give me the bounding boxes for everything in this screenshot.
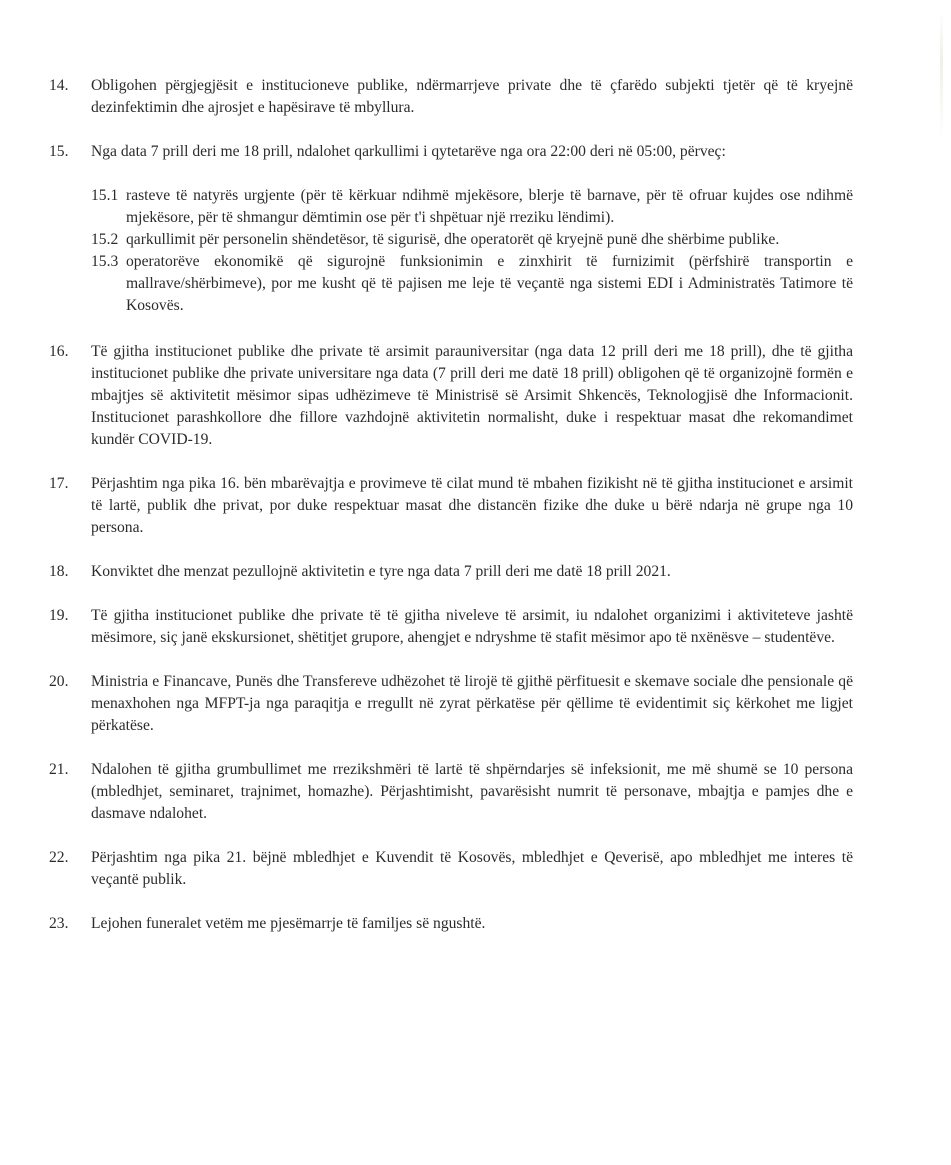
item-number: 23. <box>49 915 69 932</box>
subitem-number: 15.3 <box>91 253 119 270</box>
item-number: 20. <box>49 673 69 690</box>
item-text: Lejohen funeralet vetëm me pjesëmarrje të familjes së ngushtë. <box>91 915 486 932</box>
list-item-16 <box>49 341 853 451</box>
list-item-21 <box>49 759 853 825</box>
item-number: 16. <box>49 343 69 360</box>
item-text: Përjashtim nga pika 21. bëjnë mbledhjet e Kuvendit të Kosovës, mbledhjet e Qeverisë, apo mbledhjet me interes të veçantë publik. <box>91 849 853 888</box>
item-number: 14. <box>49 77 69 94</box>
item-number: 17. <box>49 475 69 492</box>
list-item-15 <box>49 141 853 317</box>
item-text: Obligohen përgjegjësit e institucioneve publike, ndërmarrjeve private dhe të çfarëdo subjekti tjetër që të kryejnë dezinfektimin dhe ajrosjet e hapësirave të mbyllura. <box>91 77 853 116</box>
item-text: Nga data 7 prill deri me 18 prill, ndalohet qarkullimi i qytetarëve nga ora 22:00 deri në 05:00, përveç: <box>91 143 726 160</box>
subitem-number: 15.1 <box>91 187 119 204</box>
list-item-19 <box>49 605 853 649</box>
numbered-list <box>49 75 853 957</box>
subitem-text: qarkullimit për personelin shëndetësor, të sigurisë, dhe operatorët që kryejnë punë dhe shërbime publike. <box>126 231 780 248</box>
list-item-20 <box>49 671 853 737</box>
item-text: Të gjitha institucionet publike dhe private të të gjitha niveleve të arsimit, iu ndalohet organizimi i aktiviteteve jashtë mësimore, siç janë ekskursionet, shëtitjet grupore, ahengjet e ndryshme të stafit mësimor apo të nxënësve – studentëve. <box>91 607 853 646</box>
subitem-text: operatorëve ekonomikë që sigurojnë funksionimin e zinxhirit të furnizimit (përfshirë transportin e mallrave/shërbimeve), por me kusht që të pajisen me leje të veçantë nga sistemi EDI i Administratës Tatimore të Kosovës. <box>126 253 853 314</box>
item-text: Përjashtim nga pika 16. bën mbarëvajtja e provimeve të cilat mund të mbahen fizikisht në të gjitha institucionet e arsimit të lartë, publik dhe privat, por duke respektuar masat dhe distancën fizike dhe duke u bërë ndarja në grupe nga 10 persona. <box>91 475 853 536</box>
item-number: 15. <box>49 143 69 160</box>
item-text: Të gjitha institucionet publike dhe private të arsimit parauniversitar (nga data 12 prill deri me 18 prill), dhe të gjitha institucionet publike dhe private universitare nga data (7 prill deri me datë 18 prill) obligohen që të organizojnë formën e mbajtjes së aktivitetit mësimor sipas udhëzimeve të Ministrisë së Arsimit Shkencës, Teknologjisë dhe Informacionit. Institucionet parashkollore dhe fillore vazhdojnë aktivitetin normalisht, duke i respektuar masat dhe rekomandimet kundër COVID-19. <box>91 343 853 448</box>
list-item-17 <box>49 473 853 539</box>
list-item-14 <box>49 75 853 119</box>
sublist-15 <box>91 185 853 317</box>
item-text: Ministria e Financave, Punës dhe Transfereve udhëzohet të lirojë të gjithë përfituesit e skemave sociale dhe pensionale që menaxhohen nga MFPT-ja nga paraqitja e rregullt në zyrat përkatëse për qëllime të evidentimit siç kërkohet me ligjet përkatëse. <box>91 673 853 734</box>
item-text: Konviktet dhe menzat pezullojnë aktivitetin e tyre nga data 7 prill deri me datë 18 prill 2021. <box>91 563 671 580</box>
sublist-item-15-3 <box>91 251 853 317</box>
item-number: 18. <box>49 563 69 580</box>
subitem-number: 15.2 <box>91 231 119 248</box>
item-text: Ndalohen të gjitha grumbullimet me rrezikshmëri të lartë të shpërndarjes së infeksionit, me më shumë se 10 persona (mbledhjet, seminaret, trajnimet, homazhe). Përjashtimisht, pavarësisht numrit të personave, mbajtja e pamjes dhe e dasmave ndalohet. <box>91 761 853 822</box>
sublist-item-15-1 <box>91 185 853 229</box>
list-item-22 <box>49 847 853 891</box>
scan-edge-artifact <box>940 10 943 140</box>
list-item-23 <box>49 913 853 935</box>
item-number: 21. <box>49 761 69 778</box>
list-item-18 <box>49 561 853 583</box>
item-number: 22. <box>49 849 69 866</box>
sublist-item-15-2 <box>91 229 853 251</box>
item-number: 19. <box>49 607 69 624</box>
subitem-text: rasteve të natyrës urgjente (për të kërkuar ndihmë mjekësore, blerje të barnave, për të ofruar kujdes ose ndihmë mjekësore, për të shmangur dëmtimin ose për t'i shpëtuar një rreziku lëndimi). <box>126 187 853 226</box>
